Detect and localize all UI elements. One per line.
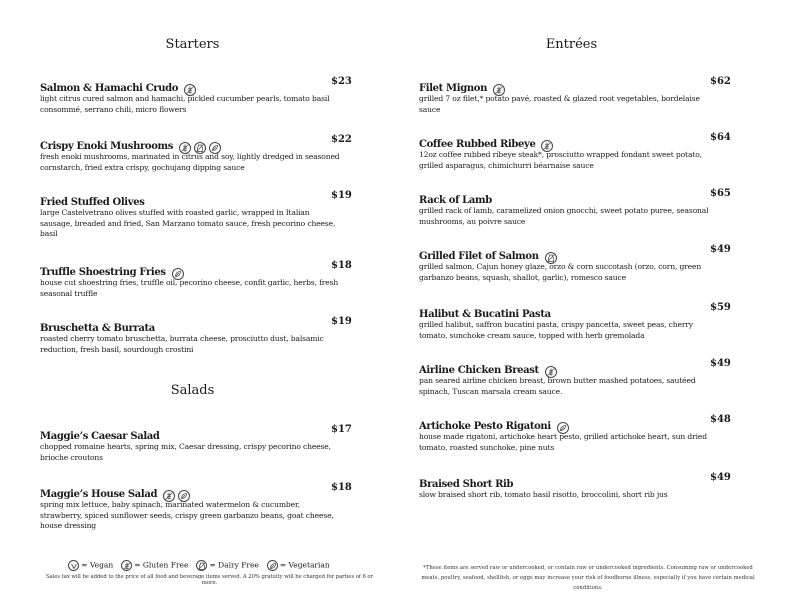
menu-item-name: Maggie’s House Salad: [40, 489, 158, 500]
menu-item: [419, 360, 729, 397]
menu-item-description: house cut shoestring fries, truffle oil, pecorino cheese, confit garlic, herbs, fresh seasonal truffle: [40, 278, 339, 298]
gluten-free-icon: [493, 84, 505, 96]
menu-item-description: slow braised short rib, tomato basil risotto, broccolini, short rib jus: [419, 490, 668, 499]
menu-item-price: $62: [710, 76, 731, 87]
left-column: [40, 0, 360, 612]
menu-item: [40, 78, 350, 115]
menu-item-name: Maggie’s Caesar Salad: [40, 431, 160, 442]
menu-item-header: [419, 78, 729, 93]
gluten-free-icon: [121, 560, 132, 571]
legend-vegan: [68, 560, 113, 571]
menu-item: [419, 246, 729, 283]
menu-item: [419, 416, 729, 453]
vegan-icon: [68, 560, 79, 571]
menu-item: [40, 484, 350, 532]
menu-item-description: roasted cherry tomato bruschetta, burrata cheese, prosciutto dust, balsamic reduction, fresh basil, sourdough crostini: [40, 334, 324, 354]
menu-item-header: [419, 416, 729, 431]
menu-item: [419, 134, 729, 171]
legend-gluten-free: [121, 560, 188, 571]
legend-label: = Gluten Free: [134, 560, 189, 570]
menu-item-header: [40, 262, 350, 277]
menu-item-description: spring mix lettuce, baby spinach, marinated watermelon & cucumber, strawberry, spiced sunflower seeds, crispy green garbanzo beans, goat cheese, house dressing: [40, 500, 334, 531]
vegetarian-icon: [267, 560, 278, 571]
menu-item-description: pan seared airline chicken breast, brown butter mashed potatoes, sautéed spinach, Tuscan marsala cream sauce.: [419, 376, 696, 396]
vegetarian-icon: [209, 142, 221, 154]
salads-heading: Salads: [170, 383, 215, 398]
legend-label: = Vegetarian: [279, 560, 330, 570]
menu-item: [40, 262, 350, 299]
menu-item-name: Crispy Enoki Mushrooms: [40, 141, 174, 152]
menu-item-price: $22: [331, 134, 352, 145]
legend-vegetarian: [267, 560, 330, 571]
dietary-icons: [557, 417, 572, 436]
menu-item-price: $49: [710, 472, 731, 483]
menu-item-price: $49: [710, 244, 731, 255]
menu-item-name: Fried Stuffed Olives: [40, 197, 145, 208]
dairy-free-icon: [545, 252, 557, 264]
menu-item-price: $49: [710, 358, 731, 369]
legend-label: = Dairy Free: [209, 560, 259, 570]
menu-item-header: [419, 134, 729, 149]
dietary-icons: [163, 485, 193, 504]
dairy-free-icon: [196, 560, 207, 571]
menu-item-header: [419, 474, 729, 489]
menu-item-description: large Castelvetrano olives stuffed with roasted garlic, wrapped in Italian sausage, breaded and fried, San Marzano tomato sauce, fresh pecorino cheese, basil: [40, 208, 336, 239]
menu-item-header: [40, 136, 350, 151]
dietary-icons: [541, 135, 556, 154]
menu-item: [419, 474, 729, 501]
starters-heading: Starters: [165, 37, 220, 52]
menu-item: [40, 136, 350, 173]
menu-item-description: grilled rack of lamb, caramelized onion gnocchi, sweet potato puree, seasonal mushrooms, au poivre sauce: [419, 206, 709, 226]
dairy-free-icon: [194, 142, 206, 154]
menu-item-name: Artichoke Pesto Rigatoni: [419, 421, 551, 432]
menu-item: [40, 318, 350, 355]
menu-item-header: [40, 484, 350, 499]
menu-item-header: [40, 78, 350, 93]
dietary-icons: [172, 263, 187, 282]
menu-item-name: Salmon & Hamachi Crudo: [40, 83, 179, 94]
dietary-icons: [493, 79, 508, 98]
menu-item-name: Rack of Lamb: [419, 195, 492, 206]
menu-item: [419, 304, 729, 341]
menu-item-price: $17: [331, 424, 352, 435]
menu-item-name: Airline Chicken Breast: [419, 365, 539, 376]
raw-food-warning: *These items are served raw or undercooked, or contain raw or undercooked ingredients. Consuming raw or undercooked meats, poultry, seafood, shellfish, or eggs may increase your risk of foodborne illness, especially if you have certain medical conditions.: [421, 565, 755, 591]
menu-item-name: Braised Short Rib: [419, 479, 514, 490]
menu-item: [419, 78, 729, 115]
dietary-icons: [179, 137, 224, 156]
vegetarian-icon: [557, 422, 569, 434]
menu-item-header: [419, 190, 729, 205]
gluten-free-icon: [541, 140, 553, 152]
menu-item-price: $65: [710, 188, 731, 199]
menu-item-description: grilled salmon, Cajun honey glaze, orzo & corn succotash (orzo, corn, green garbanzo beans, squash, shallot, garlic), romesco sauce: [419, 262, 702, 282]
menu-item-price: $18: [331, 482, 352, 493]
menu-item-header: [419, 304, 729, 319]
legend-dairy-free: [196, 560, 258, 571]
menu-item-price: $48: [710, 414, 731, 425]
menu-item-price: $18: [331, 260, 352, 271]
menu-item-price: $19: [331, 190, 352, 201]
gluten-free-icon: [179, 142, 191, 154]
menu-item: [419, 190, 729, 227]
menu-item-name: Bruschetta & Burrata: [40, 323, 155, 334]
dietary-legend: [44, 560, 354, 571]
menu-item-description: grilled 7 oz filet,* potato pavé, roasted & glazed root vegetables, bordelaise sauce: [419, 94, 700, 114]
menu-item-description: fresh enoki mushrooms, marinated in citrus and soy, lightly dredged in seasoned cornstarch, fried extra crispy, gochujang dipping sauce: [40, 152, 340, 172]
menu-item-header: [419, 246, 729, 261]
menu-item-header: [419, 360, 729, 375]
gluten-free-icon: [184, 84, 196, 96]
menu-item-description: 12oz coffee rubbed ribeye steak*, prosciutto wrapped fondant sweet potato, grilled asparagus, chimichurri béarnaise sauce: [419, 150, 702, 170]
dietary-icons: [545, 247, 560, 266]
menu-item: [40, 192, 350, 240]
menu-item-price: $59: [710, 302, 731, 313]
tax-gratuity-note: Sales tax will be added to the price of all food and beverage items served. A 20% gratuity will be charged for parties of 6 or more.: [45, 574, 374, 586]
menu-item: [40, 426, 350, 463]
menu-item-header: [40, 426, 350, 441]
vegetarian-icon: [172, 268, 184, 280]
menu-item-description: light citrus cured salmon and hamachi, pickled cucumber pearls, tomato basil consommé, serrano chili, micro flowers: [40, 94, 330, 114]
dietary-icons: [184, 79, 199, 98]
menu-item-name: Truffle Shoestring Fries: [40, 267, 166, 278]
gluten-free-icon: [163, 490, 175, 502]
menu-item-description: grilled halibut, saffron bucatini pasta, crispy pancetta, sweet peas, cherry tomato, sunchoke cream sauce, topped with herb gremolada: [419, 320, 693, 340]
dietary-icons: [545, 361, 560, 380]
vegetarian-icon: [178, 490, 190, 502]
legend-label: = Vegan: [81, 560, 114, 570]
menu-item-name: Grilled Filet of Salmon: [419, 251, 539, 262]
menu-item-name: Filet Mignon: [419, 83, 488, 94]
menu-item-name: Halibut & Bucatini Pasta: [419, 309, 551, 320]
menu-item-header: [40, 192, 350, 207]
menu-item-price: $64: [710, 132, 731, 143]
menu-item-price: $19: [331, 316, 352, 327]
menu-item-name: Coffee Rubbed Ribeye: [419, 139, 536, 150]
menu-item-header: [40, 318, 350, 333]
gluten-free-icon: [545, 366, 557, 378]
menu-item-description: house made rigatoni, artichoke heart pesto, grilled artichoke heart, sun dried tomato, roasted sunchoke, pine nuts: [419, 432, 707, 452]
right-column: [419, 0, 739, 612]
menu-item-price: $23: [331, 76, 352, 87]
entrees-heading: Entrées: [545, 37, 598, 52]
menu-item-description: chopped romaine hearts, spring mix, Caesar dressing, crispy pecorino cheese, brioche croutons: [40, 442, 331, 462]
